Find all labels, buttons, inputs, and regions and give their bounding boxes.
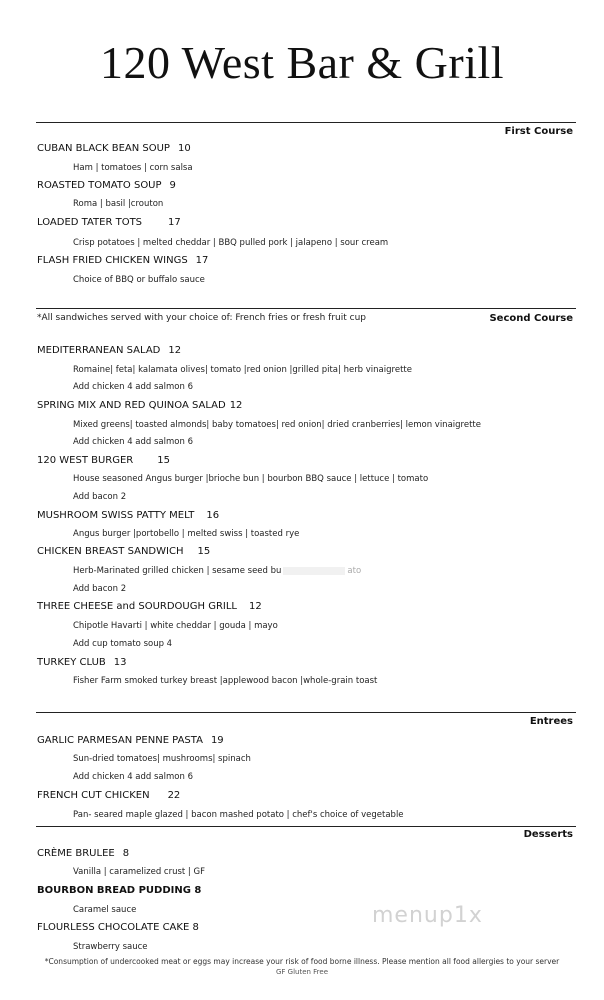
menu-item-description: Romaine| feta| kalamata olives| tomato |red onion |grilled pita| herb vinaigrette — [73, 365, 412, 375]
menu-item-description: Caramel sauce — [73, 905, 137, 915]
menu-item-addon: Add chicken 4 add salmon 6 — [73, 437, 193, 447]
menu-item-description: Vanilla | caramelized crust | GF — [73, 867, 205, 877]
footnote-gluten-free: GF Gluten Free — [275, 968, 329, 976]
menu-item-addon: Add chicken 4 add salmon 6 — [73, 382, 193, 392]
menu-item-description: Herb-Marinated grilled chicken | sesame seed bu ato — [73, 566, 362, 576]
menu-item-description: Roma | basil |crouton — [73, 199, 164, 209]
section-heading-first-course: First Course — [504, 126, 573, 137]
menu-item-name: FRENCH CUT CHICKEN 22 — [37, 790, 181, 801]
section-heading-second-course: Second Course — [489, 313, 573, 324]
menu-item-name: CRÈME BRULEE 8 — [37, 848, 130, 859]
menu-item-description: Crisp potatoes | melted cheddar | BBQ pulled pork | jalapeno | sour cream — [73, 238, 389, 248]
menu-item-name: CUBAN BLACK BEAN SOUP 10 — [37, 143, 191, 154]
watermark-logo: menup1x — [372, 903, 483, 928]
menu-item-addon: Add bacon 2 — [73, 492, 127, 502]
menu-item-name: FLASH FRIED CHICKEN WINGS 17 — [37, 255, 209, 266]
menu-item-addon: Add bacon 2 — [73, 584, 127, 594]
menu-item-description: Choice of BBQ or buffalo sauce — [73, 275, 205, 285]
footnote-disclaimer: *Consumption of undercooked meat or eggs may increase your risk of food borne illness. Please mention all food allergies to your server — [44, 957, 560, 966]
menu-item-description: Angus burger |portobello | melted swiss | toasted rye — [73, 529, 300, 539]
menu-item-name: SPRING MIX AND RED QUINOA SALAD 12 — [37, 400, 243, 411]
menu-item-addon: Add chicken 4 add salmon 6 — [73, 772, 193, 782]
menu-item-name: 120 WEST BURGER 15 — [37, 455, 170, 466]
menu-item-description: Fisher Farm smoked turkey breast |applewood bacon |whole-grain toast — [73, 676, 378, 686]
menu-item-name: FLOURLESS CHOCOLATE CAKE 8 — [37, 922, 199, 933]
section-heading-entrees: Entrees — [529, 716, 573, 727]
restaurant-title: 120 West Bar & Grill — [99, 37, 505, 88]
menu-item-name: MUSHROOM SWISS PATTY MELT 16 — [37, 510, 220, 521]
sandwich-note: *All sandwiches served with your choice of: French fries or fresh fruit cup — [37, 313, 367, 323]
menu-item-name: CHICKEN BREAST SANDWICH 15 — [37, 546, 211, 557]
menu-item-name: ROASTED TOMATO SOUP 9 — [37, 180, 176, 191]
menu-item-name: THREE CHEESE and SOURDOUGH GRILL 12 — [37, 601, 262, 612]
menu-item-name: LOADED TATER TOTS 17 — [37, 217, 181, 228]
divider-second-course — [36, 308, 576, 309]
menu-item-description: Strawberry sauce — [73, 942, 148, 952]
menu-item-description: House seasoned Angus burger |brioche bun | bourbon BBQ sauce | lettuce | tomato — [73, 474, 429, 484]
menu-item-description: Pan- seared maple glazed | bacon mashed potato | chef's choice of vegetable — [73, 810, 404, 820]
menu-item-description: Sun-dried tomatoes| mushrooms| spinach — [73, 754, 251, 764]
menu-item-description: Ham | tomatoes | corn salsa — [73, 163, 193, 173]
menu-item-description: Chipotle Havarti | white cheddar | gouda | mayo — [73, 621, 278, 631]
menu-item-description: Mixed greens| toasted almonds| baby tomatoes| red onion| dried cranberries| lemon vinaigrette — [73, 420, 481, 430]
menu-item-name: GARLIC PARMESAN PENNE PASTA 19 — [37, 735, 224, 746]
section-heading-desserts: Desserts — [523, 829, 573, 840]
menu-item-addon: Add cup tomato soup 4 — [73, 639, 173, 649]
menu-item-name: TURKEY CLUB 13 — [37, 657, 127, 668]
divider-desserts — [36, 826, 576, 827]
divider-entrees — [36, 712, 576, 713]
divider-first-course — [36, 122, 576, 123]
menu-item-name: BOURBON BREAD PUDDING 8 — [37, 885, 202, 896]
menu-item-name: MEDITERRANEAN SALAD 12 — [37, 345, 182, 356]
